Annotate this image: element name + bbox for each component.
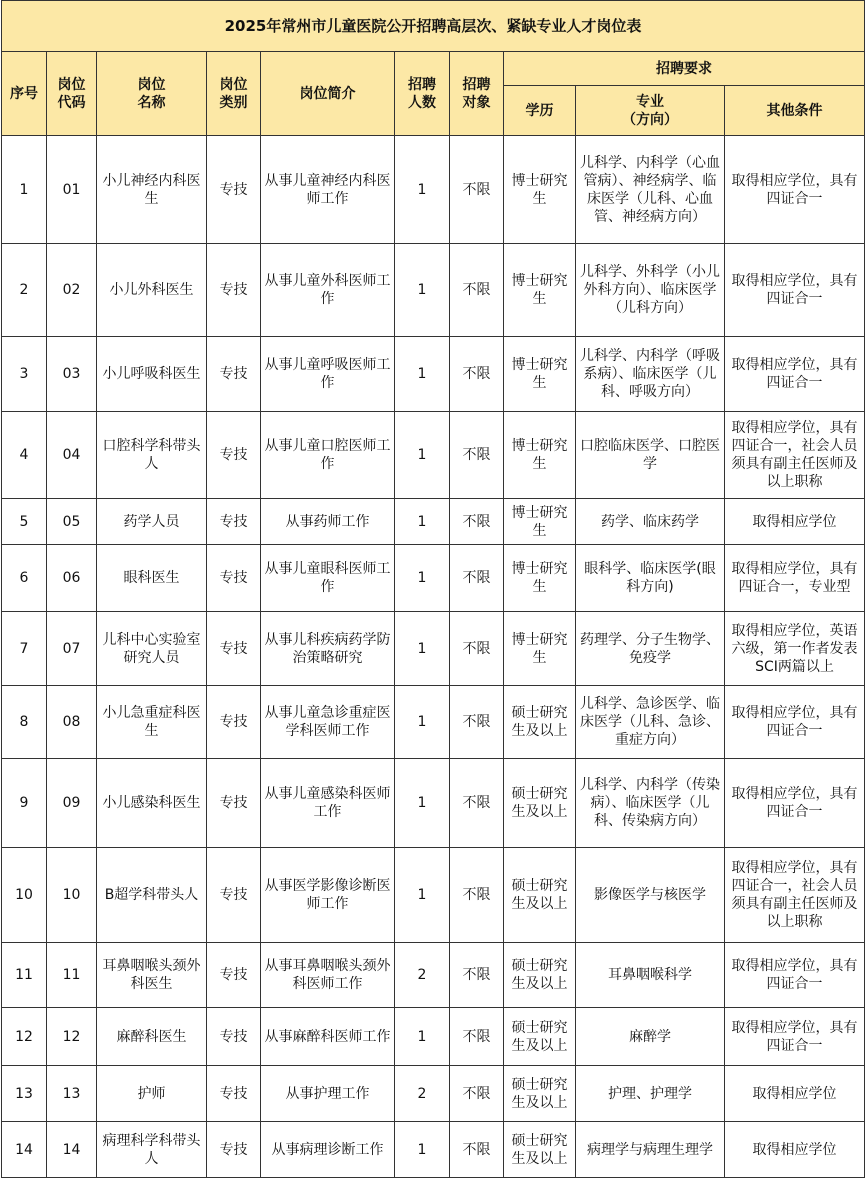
cell-intro: 从事病理诊断工作 — [261, 1122, 395, 1178]
header-seq: 序号 — [2, 52, 47, 136]
cell-seq: 2 — [2, 244, 47, 337]
cell-target: 不限 — [450, 412, 504, 499]
table-row — [2, 943, 865, 1008]
table-row — [2, 412, 865, 499]
cell-seq: 9 — [2, 759, 47, 848]
cell-intro: 从事儿童神经内科医师工作 — [261, 136, 395, 244]
table-row — [2, 759, 865, 848]
cell-seq: 3 — [2, 337, 47, 412]
cell-category: 专技 — [207, 545, 261, 612]
cell-name: 小儿外科医生 — [97, 244, 207, 337]
cell-target: 不限 — [450, 337, 504, 412]
cell-code: 01 — [47, 136, 97, 244]
cell-education: 博士研究生 — [504, 337, 576, 412]
cell-education: 博士研究生 — [504, 136, 576, 244]
cell-major: 儿科学、内科学（传染病）、临床医学（儿科、传染病方向） — [576, 759, 725, 848]
cell-name: 小儿神经内科医生 — [97, 136, 207, 244]
cell-seq: 8 — [2, 686, 47, 759]
table-row — [2, 499, 865, 545]
cell-major: 病理学与病理生理学 — [576, 1122, 725, 1178]
header-target: 招聘 对象 — [450, 52, 504, 136]
cell-target: 不限 — [450, 545, 504, 612]
cell-major: 耳鼻咽喉科学 — [576, 943, 725, 1008]
cell-seq: 12 — [2, 1008, 47, 1066]
cell-target: 不限 — [450, 943, 504, 1008]
cell-seq: 11 — [2, 943, 47, 1008]
cell-intro: 从事儿童急诊重症医学科医师工作 — [261, 686, 395, 759]
cell-major: 药理学、分子生物学、免疫学 — [576, 612, 725, 686]
header-code: 岗位 代码 — [47, 52, 97, 136]
cell-major: 眼科学、临床医学(眼科方向) — [576, 545, 725, 612]
cell-count: 1 — [395, 545, 450, 612]
cell-count: 1 — [395, 244, 450, 337]
table-row — [2, 1008, 865, 1066]
cell-category: 专技 — [207, 759, 261, 848]
cell-other: 取得相应学位 — [725, 1122, 865, 1178]
table-row — [2, 1066, 865, 1122]
table-row — [2, 1122, 865, 1178]
cell-count: 1 — [395, 1008, 450, 1066]
cell-count: 2 — [395, 943, 450, 1008]
cell-intro: 从事儿童眼科医师工作 — [261, 545, 395, 612]
cell-category: 专技 — [207, 1122, 261, 1178]
cell-name: 眼科医生 — [97, 545, 207, 612]
cell-other: 取得相应学位，具有四证合一，专业型 — [725, 545, 865, 612]
cell-target: 不限 — [450, 499, 504, 545]
cell-category: 专技 — [207, 499, 261, 545]
cell-target: 不限 — [450, 686, 504, 759]
cell-target: 不限 — [450, 1122, 504, 1178]
cell-name: 小儿呼吸科医生 — [97, 337, 207, 412]
cell-seq: 5 — [2, 499, 47, 545]
cell-intro: 从事儿童口腔医师工作 — [261, 412, 395, 499]
cell-name: 药学人员 — [97, 499, 207, 545]
cell-count: 1 — [395, 759, 450, 848]
header-intro: 岗位简介 — [261, 52, 395, 136]
cell-seq: 1 — [2, 136, 47, 244]
cell-count: 1 — [395, 412, 450, 499]
cell-count: 1 — [395, 136, 450, 244]
cell-name: 护师 — [97, 1066, 207, 1122]
cell-other: 取得相应学位，具有四证合一 — [725, 759, 865, 848]
header-requirements: 招聘要求 — [504, 52, 865, 86]
cell-code: 07 — [47, 612, 97, 686]
cell-target: 不限 — [450, 244, 504, 337]
cell-education: 硕士研究生及以上 — [504, 1066, 576, 1122]
cell-count: 1 — [395, 337, 450, 412]
recruitment-table — [1, 0, 865, 1178]
cell-target: 不限 — [450, 1066, 504, 1122]
cell-code: 12 — [47, 1008, 97, 1066]
cell-code: 05 — [47, 499, 97, 545]
cell-seq: 4 — [2, 412, 47, 499]
cell-count: 2 — [395, 1066, 450, 1122]
table-row — [2, 545, 865, 612]
cell-major: 儿科学、内科学（心血管病）、神经病学、临床医学（儿科、心血管、神经病方向） — [576, 136, 725, 244]
table-row — [2, 612, 865, 686]
header-count: 招聘 人数 — [395, 52, 450, 136]
cell-education: 硕士研究生及以上 — [504, 1008, 576, 1066]
header-category: 岗位 类别 — [207, 52, 261, 136]
cell-target: 不限 — [450, 848, 504, 943]
cell-count: 1 — [395, 1122, 450, 1178]
cell-education: 硕士研究生及以上 — [504, 943, 576, 1008]
cell-name: 病理科学科带头人 — [97, 1122, 207, 1178]
cell-major: 影像医学与核医学 — [576, 848, 725, 943]
cell-other: 取得相应学位，具有四证合一 — [725, 136, 865, 244]
table-title: 2025年常州市儿童医院公开招聘高层次、紧缺专业人才岗位表 — [2, 1, 865, 52]
cell-category: 专技 — [207, 337, 261, 412]
cell-other: 取得相应学位 — [725, 499, 865, 545]
table-row — [2, 848, 865, 943]
cell-other: 取得相应学位，具有四证合一，社会人员须具有副主任医师及以上职称 — [725, 848, 865, 943]
cell-count: 1 — [395, 499, 450, 545]
cell-major: 儿科学、外科学（小儿外科方向）、临床医学（儿科方向） — [576, 244, 725, 337]
cell-code: 14 — [47, 1122, 97, 1178]
cell-name: B超学科带头人 — [97, 848, 207, 943]
cell-target: 不限 — [450, 612, 504, 686]
cell-count: 1 — [395, 686, 450, 759]
cell-education: 博士研究生 — [504, 412, 576, 499]
cell-name: 耳鼻咽喉头颈外科医生 — [97, 943, 207, 1008]
cell-name: 儿科中心实验室研究人员 — [97, 612, 207, 686]
cell-education: 硕士研究生及以上 — [504, 848, 576, 943]
cell-intro: 从事儿童感染科医师工作 — [261, 759, 395, 848]
cell-code: 11 — [47, 943, 97, 1008]
cell-code: 13 — [47, 1066, 97, 1122]
cell-education: 博士研究生 — [504, 612, 576, 686]
cell-other: 取得相应学位，具有四证合一 — [725, 943, 865, 1008]
cell-education: 硕士研究生及以上 — [504, 1122, 576, 1178]
cell-intro: 从事儿科疾病药学防治策略研究 — [261, 612, 395, 686]
cell-seq: 6 — [2, 545, 47, 612]
cell-other: 取得相应学位，具有四证合一 — [725, 244, 865, 337]
cell-category: 专技 — [207, 1008, 261, 1066]
cell-code: 06 — [47, 545, 97, 612]
cell-target: 不限 — [450, 1008, 504, 1066]
cell-other: 取得相应学位，具有四证合一，社会人员须具有副主任医师及以上职称 — [725, 412, 865, 499]
cell-other: 取得相应学位，具有四证合一 — [725, 1008, 865, 1066]
cell-education: 博士研究生 — [504, 244, 576, 337]
cell-intro: 从事药师工作 — [261, 499, 395, 545]
cell-category: 专技 — [207, 943, 261, 1008]
header-name: 岗位 名称 — [97, 52, 207, 136]
table-row — [2, 244, 865, 337]
cell-education: 硕士研究生及以上 — [504, 686, 576, 759]
cell-seq: 14 — [2, 1122, 47, 1178]
cell-intro: 从事耳鼻咽喉头颈外科医师工作 — [261, 943, 395, 1008]
cell-intro: 从事医学影像诊断医师工作 — [261, 848, 395, 943]
cell-name: 麻醉科医生 — [97, 1008, 207, 1066]
header-other: 其他条件 — [725, 86, 865, 136]
cell-name: 口腔科学科带头人 — [97, 412, 207, 499]
cell-code: 08 — [47, 686, 97, 759]
cell-major: 药学、临床药学 — [576, 499, 725, 545]
cell-count: 1 — [395, 612, 450, 686]
cell-name: 小儿急重症科医生 — [97, 686, 207, 759]
cell-intro: 从事护理工作 — [261, 1066, 395, 1122]
cell-seq: 10 — [2, 848, 47, 943]
cell-intro: 从事儿童外科医师工作 — [261, 244, 395, 337]
cell-major: 儿科学、急诊医学、临床医学（儿科、急诊、重症方向） — [576, 686, 725, 759]
cell-other: 取得相应学位，英语六级，第一作者发表SCI两篇以上 — [725, 612, 865, 686]
cell-target: 不限 — [450, 759, 504, 848]
cell-code: 04 — [47, 412, 97, 499]
cell-category: 专技 — [207, 848, 261, 943]
cell-other: 取得相应学位，具有四证合一 — [725, 686, 865, 759]
cell-category: 专技 — [207, 244, 261, 337]
cell-education: 博士研究生 — [504, 499, 576, 545]
cell-other: 取得相应学位，具有四证合一 — [725, 337, 865, 412]
cell-seq: 7 — [2, 612, 47, 686]
cell-category: 专技 — [207, 686, 261, 759]
cell-intro: 从事麻醉科医师工作 — [261, 1008, 395, 1066]
cell-name: 小儿感染科医生 — [97, 759, 207, 848]
cell-intro: 从事儿童呼吸医师工作 — [261, 337, 395, 412]
cell-code: 03 — [47, 337, 97, 412]
cell-education: 硕士研究生及以上 — [504, 759, 576, 848]
table-row — [2, 337, 865, 412]
cell-code: 09 — [47, 759, 97, 848]
cell-other: 取得相应学位 — [725, 1066, 865, 1122]
cell-code: 02 — [47, 244, 97, 337]
cell-category: 专技 — [207, 612, 261, 686]
cell-count: 1 — [395, 848, 450, 943]
cell-major: 口腔临床医学、口腔医学 — [576, 412, 725, 499]
cell-major: 麻醉学 — [576, 1008, 725, 1066]
cell-target: 不限 — [450, 136, 504, 244]
cell-major: 护理、护理学 — [576, 1066, 725, 1122]
header-education: 学历 — [504, 86, 576, 136]
cell-major: 儿科学、内科学（呼吸系病）、临床医学（儿科、呼吸方向） — [576, 337, 725, 412]
cell-category: 专技 — [207, 412, 261, 499]
cell-category: 专技 — [207, 136, 261, 244]
cell-code: 10 — [47, 848, 97, 943]
header-major: 专业 （方向） — [576, 86, 725, 136]
cell-education: 博士研究生 — [504, 545, 576, 612]
table-row — [2, 136, 865, 244]
cell-seq: 13 — [2, 1066, 47, 1122]
table-row — [2, 686, 865, 759]
cell-category: 专技 — [207, 1066, 261, 1122]
